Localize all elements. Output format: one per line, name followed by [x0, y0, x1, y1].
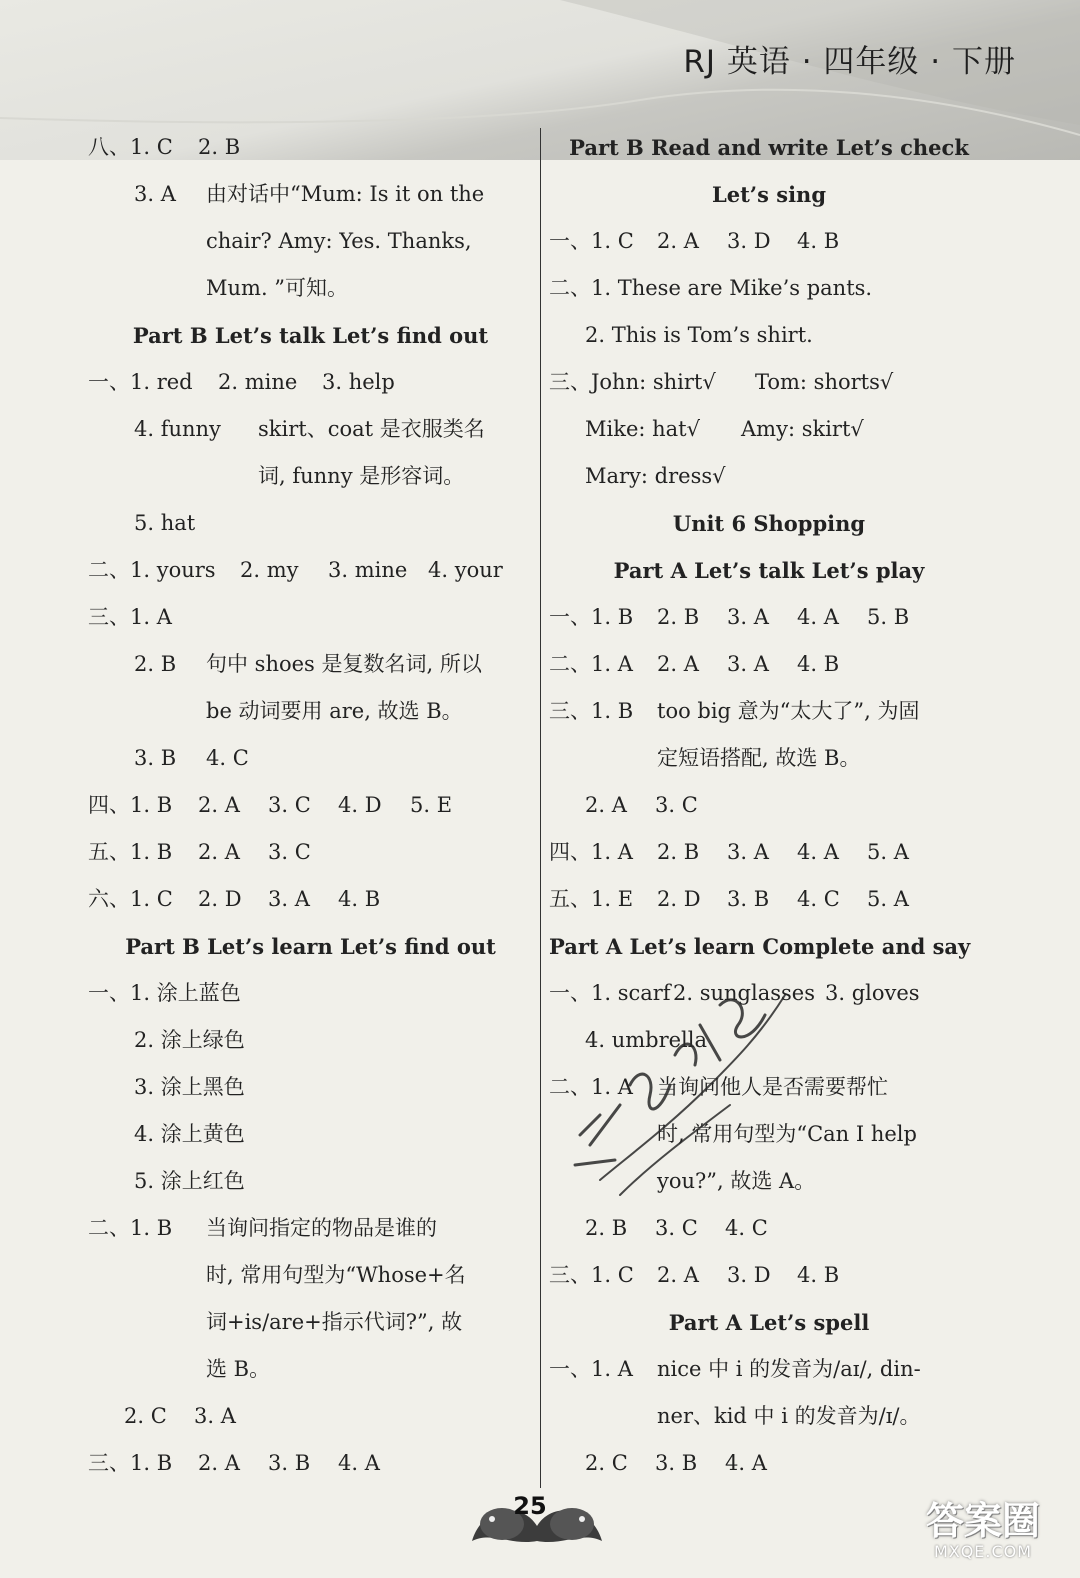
answer-line	[549, 1017, 989, 1064]
answer-text: 二、1. B	[88, 1216, 173, 1240]
answer-line	[549, 1252, 989, 1299]
answer-text: 2. A	[657, 652, 699, 676]
answer-text: 由对话中“Mum: Is it on the	[206, 182, 485, 206]
answer-text: 5. B	[867, 605, 910, 629]
site-logo-url: MXQE.COM	[933, 1542, 1033, 1561]
answer-line	[88, 641, 533, 688]
answer-text: 一、1. C	[549, 229, 634, 253]
section-heading: Part A Let’s talk Let’s play	[613, 558, 925, 583]
answer-line	[88, 500, 533, 547]
answer-text: 五、1. E	[549, 887, 634, 911]
answer-text: 六、1. C	[88, 887, 173, 911]
left-column	[88, 124, 533, 1487]
answer-text: 二、1. A	[549, 1075, 633, 1099]
section-heading: Let’s sing	[711, 182, 827, 207]
answer-line	[549, 688, 989, 735]
answer-text: 一、1. 涂上蓝色	[88, 981, 241, 1005]
answer-line	[549, 876, 989, 923]
answer-line	[549, 1064, 989, 1111]
answer-text: 3. A	[727, 652, 769, 676]
answer-text: 4. 涂上黄色	[134, 1122, 245, 1146]
answer-line	[88, 453, 533, 500]
answer-line	[88, 359, 533, 406]
answer-text: 当询问他人是否需要帮忙	[657, 1075, 888, 1099]
answer-text: 4. C	[725, 1216, 768, 1240]
answer-line	[549, 1440, 989, 1487]
answer-line	[549, 406, 989, 453]
answer-line	[549, 1158, 989, 1205]
answer-line	[549, 1111, 989, 1158]
column-divider	[540, 128, 541, 1488]
answer-text: 3. B	[655, 1451, 698, 1475]
answer-line	[88, 1017, 533, 1064]
answer-text: 2. A	[657, 1263, 699, 1287]
answer-text: Tom: shorts√	[755, 370, 894, 394]
answer-text: 词, funny 是形容词。	[258, 464, 465, 488]
answer-text: 3. 涂上黑色	[134, 1075, 245, 1099]
answer-text: Mum. ”可知。	[206, 276, 349, 300]
answer-line	[549, 359, 989, 406]
answer-line	[549, 453, 989, 500]
answer-text: 二、1. A	[549, 652, 633, 676]
answer-text: 4. B	[797, 229, 840, 253]
answer-text: 二、1. These are Mike’s pants.	[549, 276, 873, 300]
answer-text: 三、1. C	[549, 1263, 634, 1287]
answer-text: 3. C	[655, 1216, 698, 1240]
answer-text: 四、1. A	[549, 840, 633, 864]
answer-text: 2. D	[657, 887, 701, 911]
answer-line	[549, 312, 989, 359]
answer-text: too big 意为“太大了”, 为固	[657, 699, 920, 723]
answer-line	[88, 1393, 533, 1440]
answer-text: 二、1. yours	[88, 558, 216, 582]
answer-text: 4. C	[206, 746, 249, 770]
answer-text: 5. A	[867, 887, 909, 911]
answer-line	[549, 1205, 989, 1252]
answer-line	[549, 735, 989, 782]
answer-line	[88, 688, 533, 735]
answer-text: 2. B	[657, 840, 700, 864]
answer-text: 三、1. B	[549, 699, 634, 723]
answer-text: 4. B	[797, 1263, 840, 1287]
answer-line	[88, 1158, 533, 1205]
answer-text: 2. mine	[218, 370, 298, 394]
section-heading: Unit 6 Shopping	[672, 511, 866, 536]
section-heading: Part A Let’s spell	[668, 1310, 870, 1335]
answer-line	[549, 1346, 989, 1393]
answer-text: 4. D	[338, 793, 382, 817]
answer-text: 三、1. B	[88, 1451, 173, 1475]
answer-text: 三、John: shirt√	[549, 370, 716, 394]
answer-text: Mike: hat√	[585, 417, 700, 441]
answer-text: 3. C	[268, 793, 311, 817]
section-heading: Part A Let’s learn Complete and say	[549, 934, 971, 959]
answer-line	[88, 782, 533, 829]
answer-text: 3. C	[655, 793, 698, 817]
answer-text: 3. D	[727, 229, 771, 253]
answer-text: 3. A	[727, 840, 769, 864]
answer-text: skirt、coat 是衣服类名	[258, 417, 485, 441]
answer-text: 2. 涂上绿色	[134, 1028, 245, 1052]
answer-text: 4. A	[797, 605, 839, 629]
answer-line	[549, 594, 989, 641]
answer-text: chair? Amy: Yes. Thanks,	[206, 229, 472, 253]
answer-line	[549, 829, 989, 876]
answer-line	[88, 1440, 533, 1487]
answer-line	[88, 1299, 533, 1346]
answer-text: 3. A	[134, 182, 176, 206]
answer-text: 4. A	[797, 840, 839, 864]
section-heading: Part B Read and write Let’s check	[569, 135, 969, 160]
answer-text: 定短语搭配, 故选 B。	[657, 746, 861, 770]
right-column	[549, 124, 989, 1487]
answer-text: 3. A	[727, 605, 769, 629]
answer-text: 2. C	[124, 1404, 167, 1428]
book-title: RJ 英语 · 四年级 · 下册	[683, 44, 1016, 80]
answer-text: 3. D	[727, 1263, 771, 1287]
site-logo	[898, 1500, 1068, 1570]
answer-text: 5. E	[410, 793, 453, 817]
answer-text: 4. A	[725, 1451, 767, 1475]
answer-text: 2. A	[198, 840, 240, 864]
answer-line	[88, 218, 533, 265]
answer-text: 4. umbrella	[585, 1028, 708, 1052]
answer-text: 4. your	[428, 558, 503, 582]
answer-line	[88, 406, 533, 453]
answer-text: 3. A	[194, 1404, 236, 1428]
answer-text: 2. A	[198, 793, 240, 817]
answer-text: 八、1. C	[88, 135, 173, 159]
answer-text: 5. 涂上红色	[134, 1169, 245, 1193]
answer-text: 2. D	[198, 887, 242, 911]
answer-text: 2. A	[585, 793, 627, 817]
answer-text: ner、kid 中 i 的发音为/ɪ/。	[657, 1404, 921, 1428]
answer-text: 一、1. red	[88, 370, 193, 394]
answer-text: 3. B	[268, 1451, 311, 1475]
answer-text: 5. A	[867, 840, 909, 864]
answer-line	[88, 1346, 533, 1393]
section-heading: Part B Let’s learn Let’s find out	[125, 934, 496, 959]
answer-text: 三、1. A	[88, 605, 172, 629]
answer-text: nice 中 i 的发音为/aɪ/, din-	[657, 1357, 921, 1381]
answer-text: 3. A	[268, 887, 310, 911]
answer-text: 2. C	[585, 1451, 628, 1475]
answer-text: 2. sunglasses	[673, 981, 815, 1005]
answer-text: 5. hat	[134, 511, 196, 535]
answer-text: 3. gloves	[825, 981, 920, 1005]
answer-text: you?”, 故选 A。	[657, 1169, 816, 1193]
answer-text: 3. B	[727, 887, 770, 911]
answer-text: 2. B	[198, 135, 241, 159]
answer-text: 词+is/are+指示代词?”, 故	[206, 1310, 463, 1334]
answer-text: 2. A	[657, 229, 699, 253]
answer-line	[549, 782, 989, 829]
answer-text: 一、1. B	[549, 605, 634, 629]
answer-line	[88, 970, 533, 1017]
answer-line	[88, 1064, 533, 1111]
answer-line	[549, 641, 989, 688]
answer-text: 3. C	[268, 840, 311, 864]
page-number: 25	[513, 1492, 547, 1520]
answer-text: 时, 常用句型为“Whose+名	[206, 1263, 466, 1287]
answer-text: 2. B	[134, 652, 177, 676]
answer-text: Mary: dress√	[585, 464, 726, 488]
answer-line	[88, 594, 533, 641]
answer-text: be 动词要用 are, 故选 B。	[206, 699, 463, 723]
section-heading: Part B Let’s talk Let’s find out	[132, 323, 489, 348]
answer-text: 句中 shoes 是复数名词, 所以	[206, 652, 482, 676]
answer-text: 4. B	[797, 652, 840, 676]
answer-text: 2. This is Tom’s shirt.	[585, 323, 813, 347]
answer-text: 五、1. B	[88, 840, 173, 864]
site-logo-text: 答案圈	[925, 1499, 1040, 1543]
answer-text: 4. A	[338, 1451, 380, 1475]
answer-text: 4. C	[797, 887, 840, 911]
answer-line	[88, 1111, 533, 1158]
answer-text: 3. B	[134, 746, 177, 770]
answer-line	[549, 970, 989, 1017]
answer-line	[88, 124, 533, 171]
answer-line	[549, 218, 989, 265]
answer-line	[88, 876, 533, 923]
answer-text: 一、1. scarf	[549, 981, 671, 1005]
answer-text: 一、1. A	[549, 1357, 633, 1381]
answer-line	[88, 547, 533, 594]
answer-text: 4. B	[338, 887, 381, 911]
answer-text: 当询问指定的物品是谁的	[206, 1216, 437, 1240]
answer-text: 3. mine	[328, 558, 408, 582]
answer-text: Amy: skirt√	[741, 417, 864, 441]
answer-line	[88, 1205, 533, 1252]
answer-line	[88, 829, 533, 876]
answer-line	[88, 1252, 533, 1299]
answer-line	[549, 265, 989, 312]
answer-text: 选 B。	[206, 1357, 271, 1381]
answer-line	[88, 265, 533, 312]
answer-text: 2. B	[585, 1216, 628, 1240]
answer-text: 2. my	[240, 558, 299, 582]
answer-text: 3. help	[322, 370, 395, 394]
answer-line	[88, 171, 533, 218]
answer-line	[549, 1393, 989, 1440]
answer-text: 2. B	[657, 605, 700, 629]
answer-text: 4. funny	[134, 417, 221, 441]
answer-line	[88, 735, 533, 782]
answer-text: 四、1. B	[88, 793, 173, 817]
answer-text: 2. A	[198, 1451, 240, 1475]
answer-text: 时, 常用句型为“Can I help	[657, 1122, 917, 1146]
